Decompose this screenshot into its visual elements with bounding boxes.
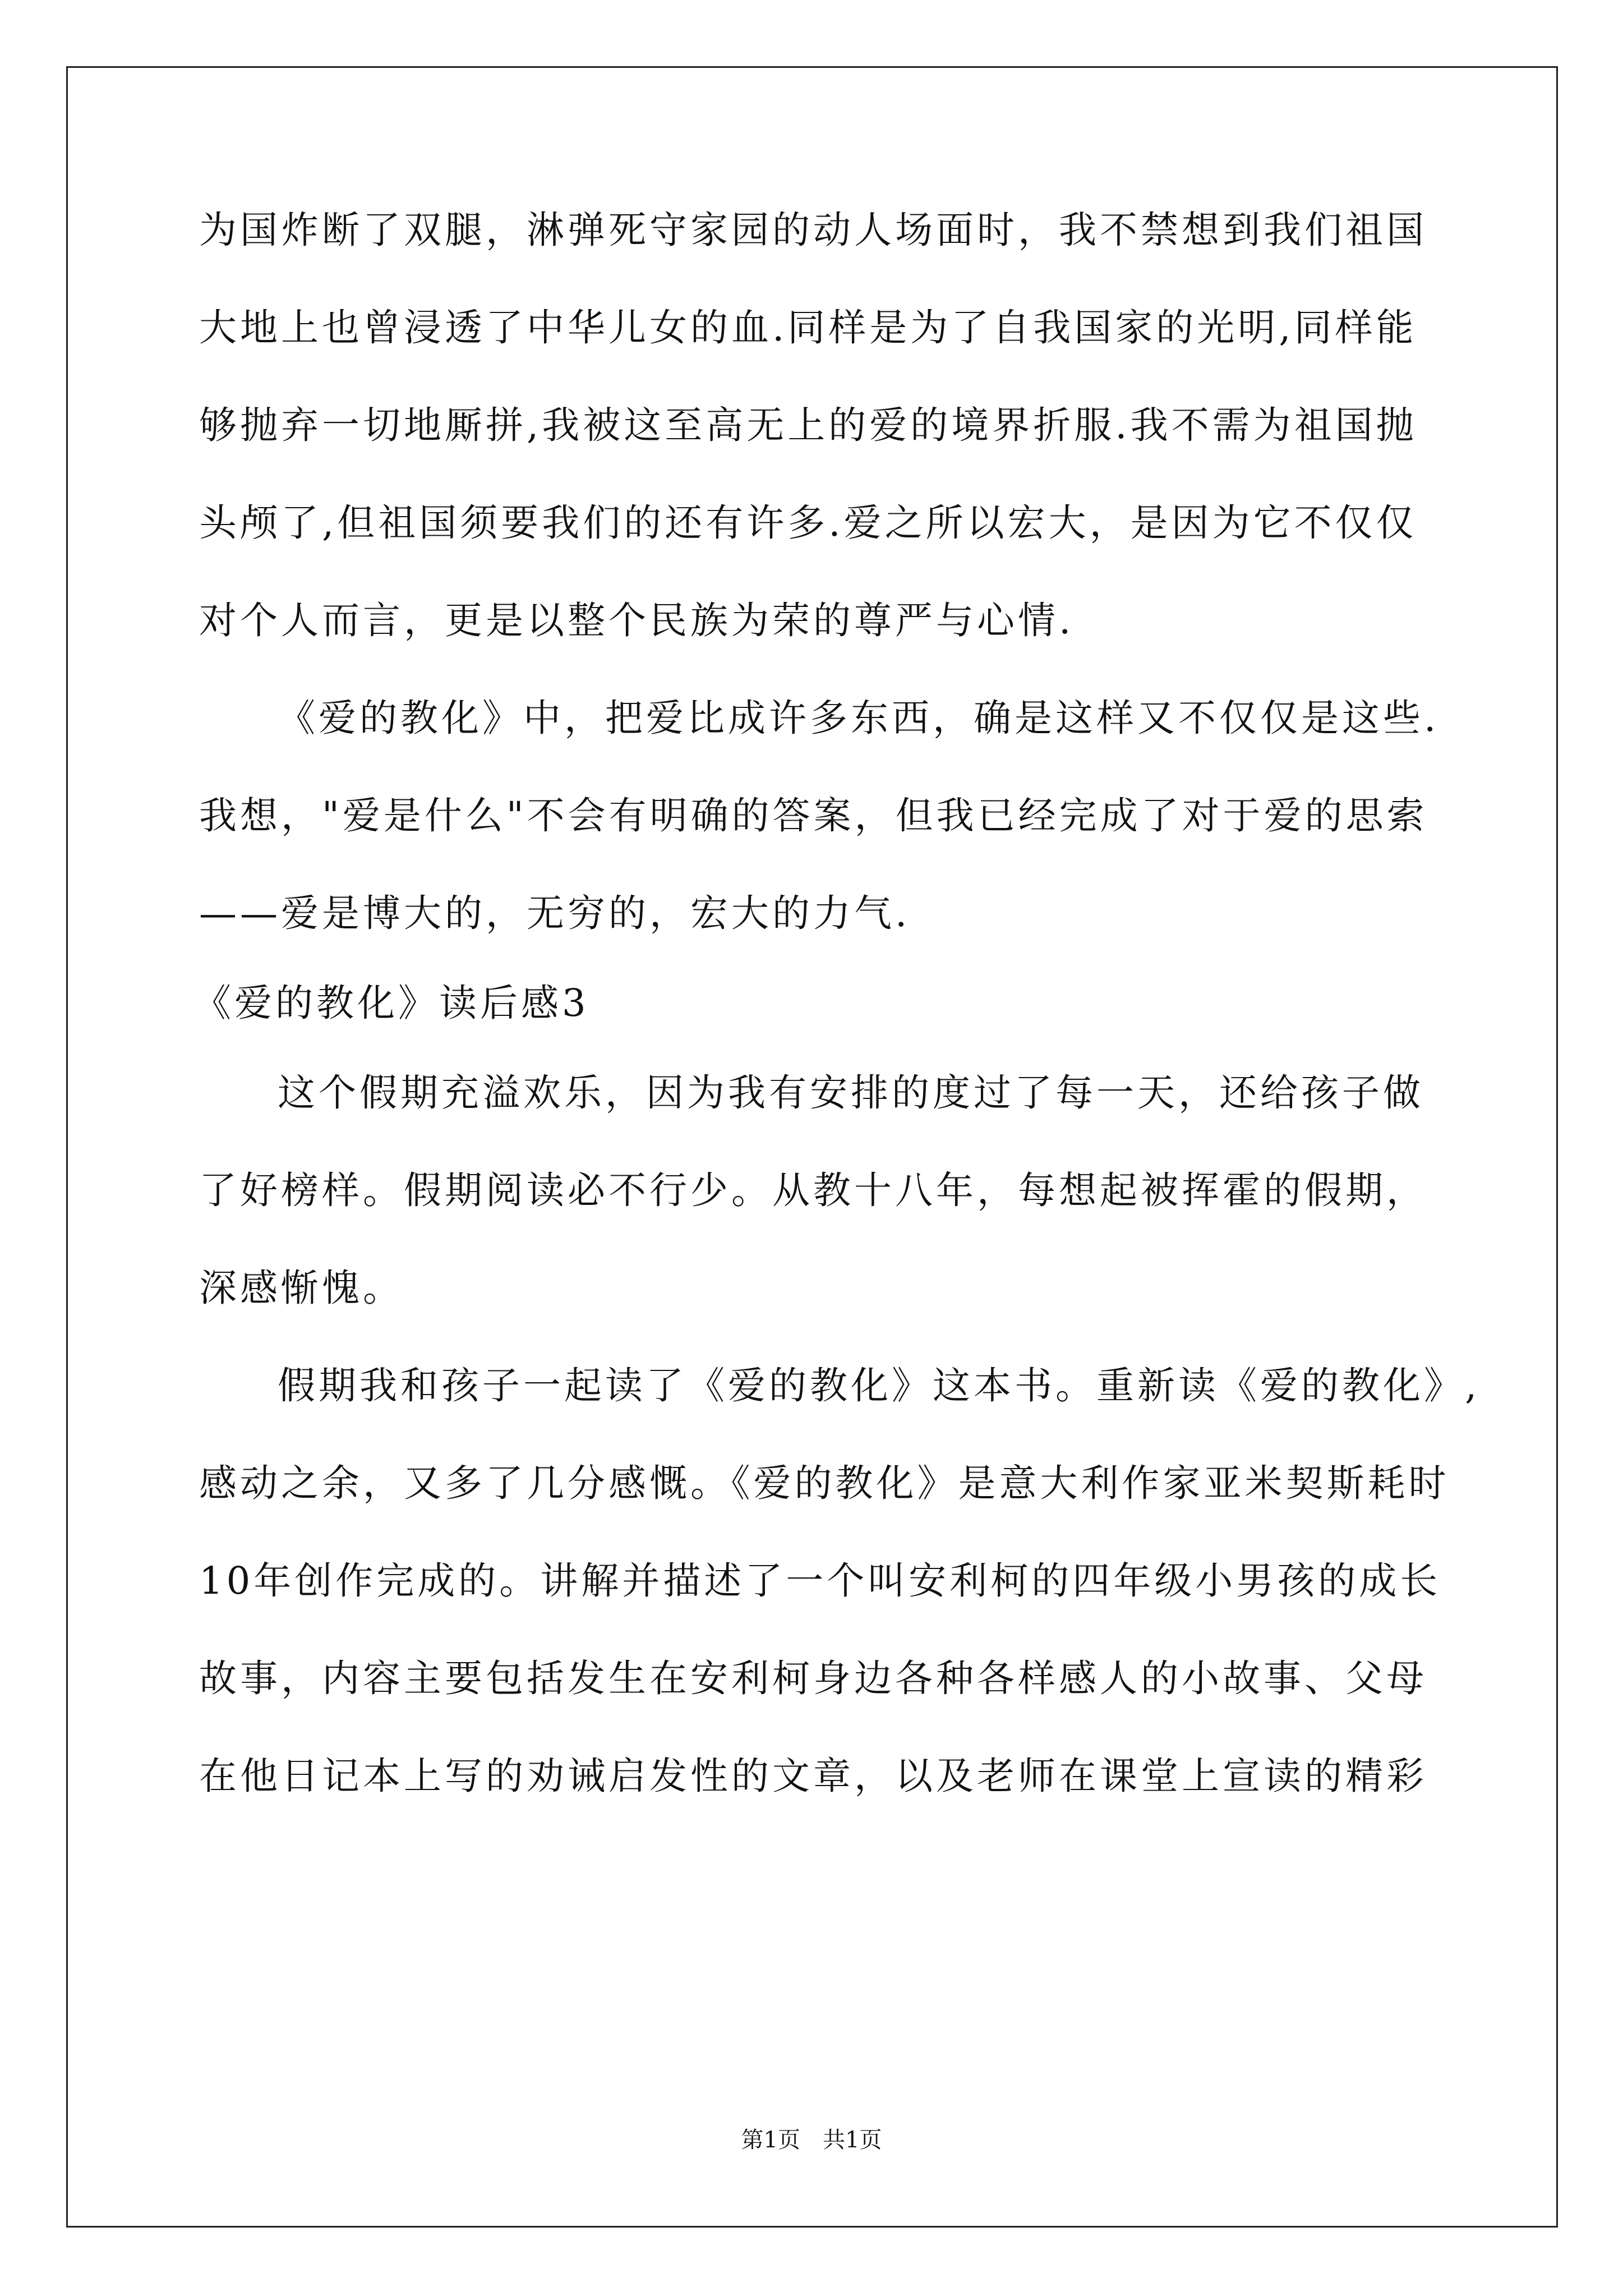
text-line: 够抛弃一切地厮拼,我被这至高无上的爱的境界折服.我不需为祖国抛 xyxy=(199,403,1417,447)
section-heading: 《爱的教化》读后感3 xyxy=(193,981,589,1025)
text-line: 对个人而言，更是以整个民族为荣的尊严与心情. xyxy=(199,599,1075,642)
text-line: 我想，"爱是什么"不会有明确的答案，但我已经完成了对于爱的思索 xyxy=(199,794,1428,838)
text-line: 10年创作完成的。讲解并描述了一个叫安利柯的四年级小男孩的成长 xyxy=(199,1559,1441,1603)
page-border xyxy=(66,66,1558,2228)
text-line: ——爱是博大的，无穷的，宏大的力气. xyxy=(199,891,911,935)
text-line: 深感惭愧。 xyxy=(199,1266,404,1310)
text-line: 头颅了,但祖国须要我们的还有许多.爱之所以宏大，是因为它不仅仅 xyxy=(199,501,1417,545)
paragraph-start-line: 这个假期充溢欢乐，因为我有安排的度过了每一天，还给孩子做 xyxy=(278,1071,1424,1115)
text-line: 感动之余，又多了几分感慨。《爱的教化》是意大利作家亚米契斯耗时 xyxy=(199,1461,1450,1505)
text-line: 为国炸断了双腿，淋弹死守家园的动人场面时，我不禁想到我们祖国 xyxy=(199,208,1427,252)
paragraph-start-line: 假期我和孩子一起读了《爱的教化》这本书。重新读《爱的教化》, xyxy=(278,1364,1481,1407)
paragraph-start-line: 《爱的教化》中，把爱比成许多东西，确是这样又不仅仅是这些. xyxy=(278,696,1440,740)
text-line: 在他日记本上写的劝诫启发性的文章，以及老师在课堂上宣读的精彩 xyxy=(199,1754,1427,1798)
text-line: 大地上也曾浸透了中华儿女的血.同样是为了自我国家的光明,同样能 xyxy=(199,306,1417,349)
text-line: 故事，内容主要包括发生在安利柯身边各种各样感人的小故事、父母 xyxy=(199,1657,1427,1700)
page-number: 第1页 共1页 xyxy=(741,2127,882,2153)
text-line: 了好榜样。假期阅读必不行少。从教十八年，每想起被挥霍的假期， xyxy=(199,1168,1427,1212)
